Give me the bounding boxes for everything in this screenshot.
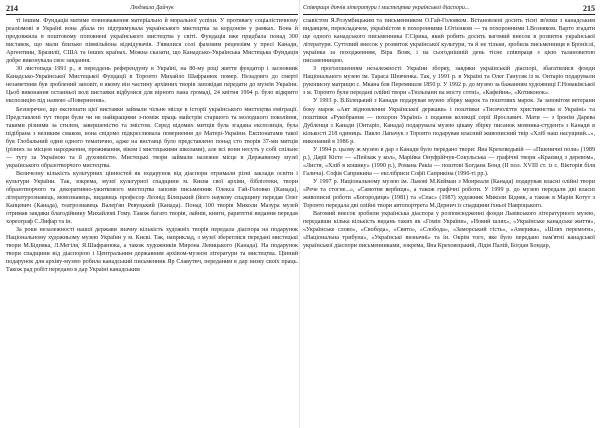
paragraph: славістом Я.Розумбицьким та письменником О.Гай-Головком. Встановлені досить тісні зв'язки з канадським видавцем, перекладачем, україністом в похоронними І.Огієнком — та похоронними І.Возняком. Варто згадати ще одного канадського письменника Г.Сірика, який робить досить вагомий внесок в розвиток української літератури. Суттєвий внесок у розвиток української культури, та й не тільки, зробила письменниця в Броніслі, українка за походженням, Віра Вовк, і на сьогоднішній день тісне співпраця з цією талановитою письменницею.	[303, 18, 595, 65]
running-head: Співпраця діячів літератури і мистецтва української діаспори...	[303, 5, 470, 11]
page-number: 214	[6, 4, 18, 13]
left-page	[6, 0, 298, 428]
paragraph: ті іншим. Фундація матиме повноваження матеріально й моральної успіхи. У противагу соціалістичному реалізмові в Україні вона дбала по підтримувала українського мистецтва за кордоном у рамках. Вона й продовжила в поштовому поповнені українського мистецтва у світі. Фундація вже придбала понад 300 виставок, що мали близько півмільйона відвідувачів. З'явилися солі фаховим рецензіям у пресі Канади, Аргентини, Бразилії, США та інших країнах. Можна сказати, що Канадсько-Українська Мистецька Фундація добре виконувала своє завдання.	[6, 18, 298, 65]
paragraph: У 1993 р. В.Білецький з Канади подарував музею збірку марок та поштових марок. За заповітом ветерани боку марок «Акт відновлення Української держави» і поштівки «Тисячоліття християнства в Україні» та поштівки «Рукобрання — похорон Україні» з подання колекції серії Ярославич. Мати — з Іронім Дарева Дубленця з Канади (Онтаріо, Канада) подарувала музею цікаву збірку писанок мовника-студента з Канади в кількості 218 одиниць. Павло Лапачук з Торонто подарував власний живописний твір «Хліб наш насущний...», виконаний в 1986 р.	[303, 98, 595, 145]
paragraph: У 1994 р. цьому ж музею в дар з Канади було передано твори: Яна Креховедьвій — «Пшеничні поля» (1989 р.), Дарії Кісте — «Пейзаж у кол», Марійка Онуфрійчук-Сокульська — графічні твори «Краєвид з деревом», «Листя, «Хліб в кошику» (1990 р.), Романа Ракіа — поштові Богдана Бонд (II пол. XVIII ст. із с. Вікторів біля Галича). Софія Саприкина — екслібриси Софії Саприкіна (1990-ті рр.).	[303, 146, 595, 177]
paragraph: Безперечно, що експонати цієї виставки займали чільне місце в історії українського мистецтва еміграції. Представлені тут твори були чи не найкращими з-поміж праць майстрів старшого та молодшого покоління, такими різними за стилем, завершеністю та змістом. Серед відомих митців була згадана експозиція, була підібрана з великим смаком, вона свідомо підкреслювала повернення до Матері-України. Експонатами такої був Глобальний один одного тематично, адже на виставці було представлено понад сто творів 37-ми митців (різних за місцем народження, проживання, віком і мистецькими школами), але всі вони несуть у собі спільне — тугу за Україною та її духовністю. Мистецькі твори займали належне місце в Державному музеї українського образотворчого мистецтва.	[6, 106, 298, 169]
right-page	[303, 0, 595, 428]
page-gutter	[299, 0, 300, 428]
running-head: Людмила Дайчук	[130, 5, 174, 11]
paragraph: За роки незалежності нашої держави значну кількість художніх творів передала діаспора на подарунок Національному художньому музею України у м. Києві. Так, наприклад, з музеї збереглися передані мистецькі твори М.Бідняка, Л.Мегіля, Я.Шафранюка, а також художників Мирона Левицького (Канада). На подарунок твори спадщини від діаспорою і Центральним державним архівом-музеєм літератури та мистецтва. Цінний подарунок для архіву-музею робила канадський письменник Яр Славутич, переданим в дар низку своїх праць. Також рад робіт передано в дар Україні канадським	[6, 227, 298, 274]
right-page-header	[303, 3, 595, 15]
paragraph: Вагомий внесок зробили українська діаспора у розповсюдженні фонди Львівського літературного музею, передавши кілька кількість видань таких як «Гомін України», «Новий шлях», «Українське канадське життя», «Українське слово», «Свобода», «Свято», «Слобода», «Заморський гість», «Америка», «Шлях перемоги», «Національна трибуна», «Українські визначні» та ін. Окрім того, яке було передано пам'ятні канадської української діаспори письменниками, зокрема, Яна Креховецький, Лідія Палій, Богдан Бондар,	[303, 211, 595, 250]
paragraph: 30 листопада 1991 р., в переддень референдуму в Україні, на 80-му році життя фундатор і засновник Канадсько-Української Мистецької Фундації в Торонто Михайло Шафранюк помер. Незадовго до смерті незаметним був зроблений заповіт, в якому він частину архівних творів заповідав передати до музеїв України. Цьоб виконання останньої волі виставки відбулися для вірного пана громаді, 24 квітня 1994 р. було відкрито експозицію під назвою «Повернення».	[6, 66, 298, 105]
page-number: 215	[583, 4, 595, 13]
paragraph: З проголошенням незалежності України зборку, завдяки українській діаспорі, збагатилися фонди Національного музею ім. Тараса Шевченка. Так, у 1991 р. в Україні та Олег Ганусяк із м. Онтаріо подарували рукописну матрицю с. Мкана бля Перемишля 1850 р. У 1992 р. до музею за бажанням художниці Г.Новаківської з м. Торонто були передані олійні твори «Тюльпани на мосту сотні», «Кафейня», «Котиконок».	[303, 66, 595, 97]
left-page-header	[6, 3, 298, 15]
right-page-body	[303, 17, 595, 426]
paragraph: Величезну кількість культурних цінностей як подарунок від діаспори отримали різні заклади освіти і культури України. Так, зокрема, музеї культурної спадщини м. Києва свої архіви, бібліотеки, твори образотворчого та декоративно-ужиткового мистецтва заповів письменник Олекса Гай-Головко (Канада), літературознавець, мовознавець, видавець професор Леонід Білецький (його наукову спадщину передав Олег Канцевич (Канада), театрознавець Валер'ян Ревуцький (Канада). Понад 100 творів Миколи Мазура музей отримав завдяки благодійнику Михайлові Гому. Також багато творів, лайнів, книги, раритетні видання передав хореограф С.Лифар та ін.	[6, 170, 298, 226]
left-page-body	[6, 17, 298, 426]
paragraph: У 1997 р. Національному музею ім. Львові М.Кейман з Монреаля (Канада) подарував власні олійні твори «Рече та стогне...», «Самотня вербиця», а також графічні роботи. У 1999 р. до музею передали дві власні живописні роботи «Богородиця» (1981) та «Спас» (1987) художник Миколи Бідняк, а також в Марія Котут з Торонто передала дві олійні твори автопортрета М.Дернич із спадщини їхньої Навроцького.	[303, 178, 595, 210]
